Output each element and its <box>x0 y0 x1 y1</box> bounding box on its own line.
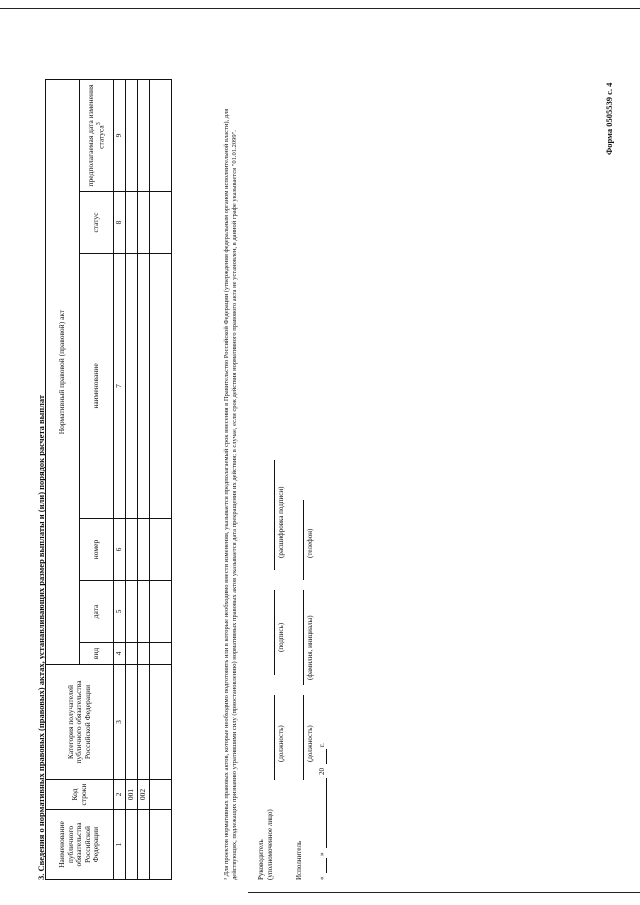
section-title: 3. Сведения о нормативных правовых (правовых) актах, устанавливающих размер выплаты и (или) порядок расчета выплат <box>36 394 46 880</box>
cell-actname <box>126 254 138 519</box>
cell-actname <box>150 254 172 519</box>
exec-phone-line <box>303 500 304 580</box>
caption-phone: (телефон) <box>306 528 314 558</box>
header-actname: наименование <box>80 254 114 519</box>
colnum-7: 7 <box>114 254 126 519</box>
colnum-3: 3 <box>114 665 126 780</box>
cell-vid <box>150 643 172 665</box>
head-decoding-line <box>274 460 275 570</box>
cell-code <box>150 780 172 810</box>
header-status: статус <box>80 192 114 254</box>
header-planned <box>80 80 114 192</box>
cell-name <box>138 810 150 880</box>
table-row <box>126 80 138 880</box>
cell-date <box>138 581 150 643</box>
form-number: Форма 0505539 с. 4 <box>604 82 614 155</box>
cell-status <box>126 192 138 254</box>
cell-date <box>126 581 138 643</box>
cell-name <box>126 810 138 880</box>
colnum-1: 1 <box>114 810 126 880</box>
date-year-suffix: г. <box>318 743 326 747</box>
cell-category <box>150 665 172 780</box>
cell-date <box>150 581 172 643</box>
table-row <box>138 80 150 880</box>
cell-planned <box>150 80 172 192</box>
cell-actname <box>138 254 150 519</box>
executor-label: Исполнитель <box>295 840 303 880</box>
caption-position-exec: (должность) <box>306 725 314 762</box>
colnum-6: 6 <box>114 519 126 581</box>
caption-signature: (подпись) <box>277 622 285 652</box>
header-date: дата <box>80 581 114 643</box>
cell-vid <box>138 643 150 665</box>
exec-position-line <box>303 695 304 780</box>
colnum-4: 4 <box>114 643 126 665</box>
date-month-line <box>326 778 327 848</box>
exec-fio-line <box>303 590 304 685</box>
head-label-sub: (уполномоченное лицо) <box>266 809 274 880</box>
cell-number <box>150 519 172 581</box>
colnum-2: 2 <box>114 780 126 810</box>
colnum-5: 5 <box>114 581 126 643</box>
date-year-line <box>326 749 327 764</box>
date-year-prefix: 20 <box>318 768 326 775</box>
footnote-mark: 3 <box>95 122 103 126</box>
cell-planned <box>138 80 150 192</box>
cell-category <box>138 665 150 780</box>
header-vid: вид <box>80 643 114 665</box>
bottom-border-line <box>248 892 640 893</box>
head-signature-line <box>274 590 275 675</box>
head-position-line <box>274 695 275 780</box>
date-quote-close: » <box>318 852 326 856</box>
header-code: Код строки <box>46 780 114 810</box>
cell-code: 001 <box>126 780 138 810</box>
acts-table <box>45 79 172 880</box>
cell-status <box>138 192 150 254</box>
header-category: Категория получателей публичного обязательства Российской Федерации <box>46 665 114 780</box>
footnote: ³ Для проектов нормативных правовых актов, которые необходимо подготовить или в которые необходимо внести изменения, указывается предполагаемый срок внесения в Правительство Российской Федерации (утверждения федеральным органом исполнительной власти), для действующих, подлежащих признанию утратившими силу (приостановлению) нормативных правовых актов указывается дата прекращения их действия; в случае, если срок действия нормативного правового акта не установлен, в данной графе указывается "01.01.2099". <box>223 108 239 880</box>
caption-fio: (фамилия, инициалы) <box>306 615 314 680</box>
cell-code: 002 <box>138 780 150 810</box>
colnum-9: 9 <box>114 80 126 192</box>
rotated-form-page <box>20 20 620 880</box>
cell-number <box>138 519 150 581</box>
cell-status <box>150 192 172 254</box>
head-label: Руководитель <box>257 839 265 880</box>
header-planned-text: предполагаемая дата изменения статуса <box>85 84 106 187</box>
date-quote-open: « <box>318 876 326 880</box>
caption-decoding: (расшифровка подписи) <box>277 486 285 558</box>
cell-number <box>126 519 138 581</box>
cell-vid <box>126 643 138 665</box>
table-row <box>150 80 172 880</box>
cell-name <box>150 810 172 880</box>
caption-position: (должность) <box>277 725 285 762</box>
colnum-8: 8 <box>114 192 126 254</box>
cell-planned <box>126 80 138 192</box>
header-number: номер <box>80 519 114 581</box>
header-name: Наименование публичного обязательства Российской Федерации <box>46 810 114 880</box>
cell-category <box>126 665 138 780</box>
top-border-line <box>0 8 640 9</box>
header-act: Нормативный правовой (правовой) акт <box>46 80 80 665</box>
date-day-line <box>326 858 327 873</box>
